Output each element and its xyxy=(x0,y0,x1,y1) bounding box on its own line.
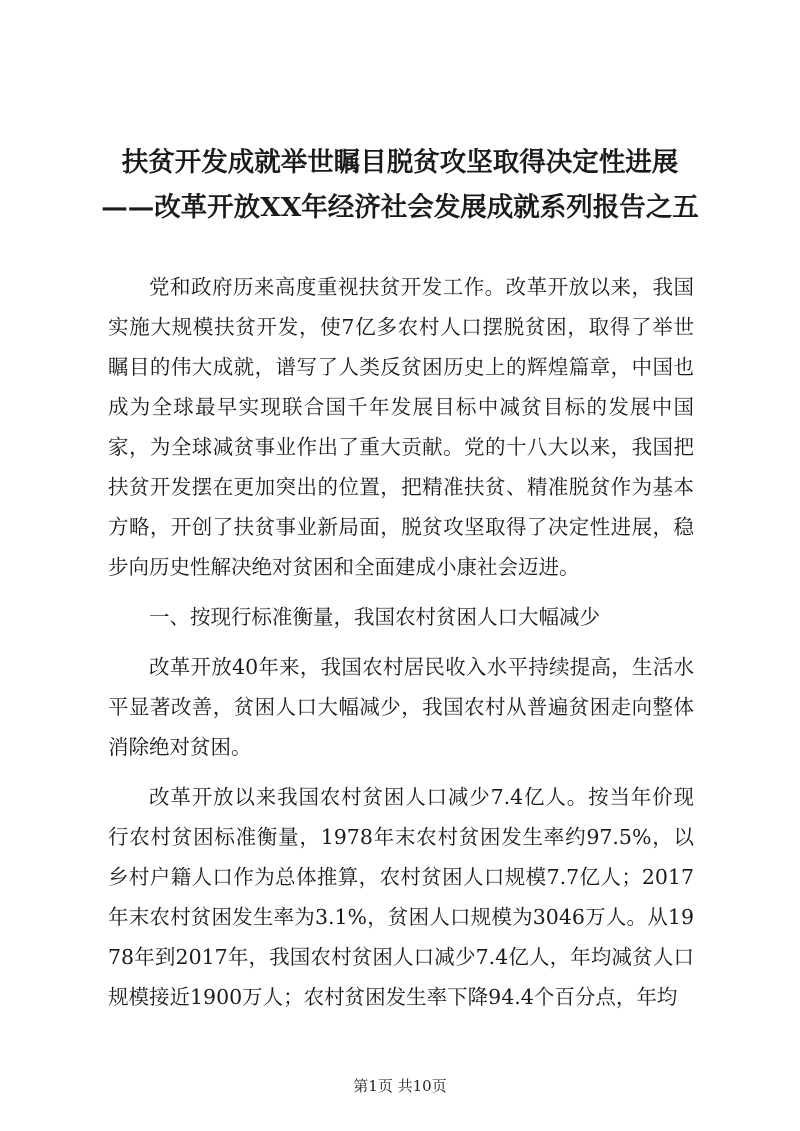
intro-paragraph: 党和政府历来高度重视扶贫开发工作。改革开放以来，我国实施大规模扶贫开发，使7亿多农村人口摆脱贫困，取得了举世瞩目的伟大成就，谱写了人类反贫困历史上的辉煌篇章，中国也成为全球最早实现联合国千年发展目标中减贫目标的发展中国家，为全球减贫事业作出了重大贡献。党的十八大以来，我国把扶贫开发摆在更加突出的位置，把精准扶贫、精准脱贫作为基本方略，开创了扶贫事业新局面，脱贫攻坚取得了决定性进展，稳步向历史性解决绝对贫困和全面建成小康社会迈进。 xyxy=(108,275,694,579)
body-paragraph: 改革开放以来我国农村贫困人口减少7.4亿人。按当年价现行农村贫困标准衡量，1978年末农村贫困发生率约97.5%，以乡村户籍人口作为总体推算，农村贫困人口规模7.7亿人；2017年末农村贫困发生率为3.1%，贫困人口规模为3046万人。从1978年到2017年，我国农村贫困人口减少7.4亿人，年均减贫人口规模接近1900万人；农村贫困发生率下降94.4个百分点，年均 xyxy=(108,785,694,1009)
body-paragraph: 改革开放40年来，我国农村居民收入水平持续提高，生活水平显著改善，贫困人口大幅减少，我国农村从普遍贫困走向整体消除绝对贫困。 xyxy=(108,655,694,759)
document-title: 扶贫开发成就举世瞩目脱贫攻坚取得决定性进展——改革开放XX年经济社会发展成就系列报告之五 xyxy=(101,147,699,223)
section-heading: 一、按现行标准衡量，我国农村贫困人口大幅减少 xyxy=(149,605,600,629)
document-body xyxy=(108,267,694,1017)
page-number-footer: 第1页 共10页 xyxy=(353,1077,447,1095)
